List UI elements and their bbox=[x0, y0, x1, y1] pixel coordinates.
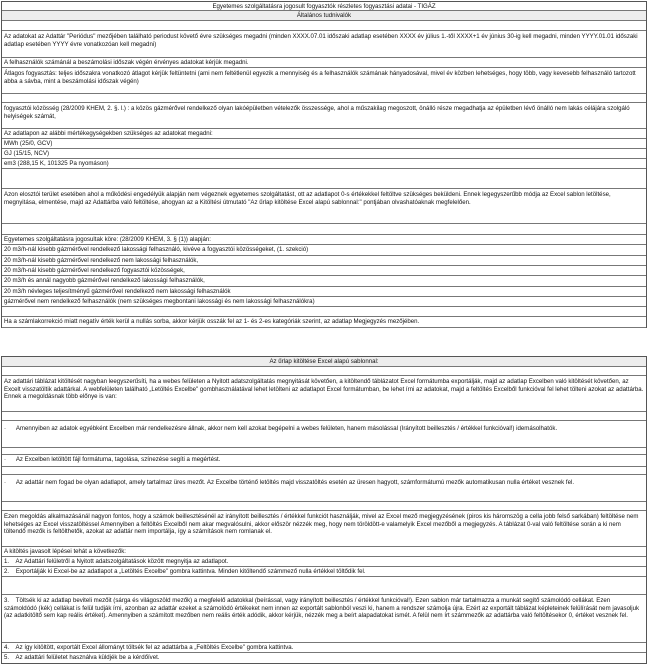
period-note: Az adatokat az Adattár "Periódus" mezőjében található periodust követő évre szükséges megadni (minden XXXX.07.01 időszaki adatlap esetében XXXX év július 1.-től XXXX+1 év június 30-ig kell megadni, minden YYYY.01.01 időszaki adatlap esetében YYYY évre vonatkozóan kell megadni) bbox=[2, 31, 646, 58]
section-subtitle: Általános tudnivalók bbox=[2, 11, 646, 21]
advantage-2: · Az Excelben letöltött fájl formátuma, tagolása, színezése segíti a megértést. bbox=[2, 455, 646, 467]
blank-row bbox=[2, 577, 646, 595]
paste-special-note: Ezen megoldás alkalmazásánál nagyon fontos, hogy a számok beillesztésénél az irányított beillesztés / értékkel funkciót használják, mivel az Excel mező megjegyzésének (piros kis háromszög a cella jobb felső sarkában) feltöltése nem lehetséges az Excel visszatöltéssel Amennyiben a feltöltés Excelből nem akar megvalósulni, akkor először nézzék meg, hogy nem töröldött-e valamelyik Excel mezőből a megjegyzés. A táblázat 0-val való feltöltése során a ki nem töltendő mezők is feltölthetők, azokat az adattár nem importálja, így a számítások nem romlanak el. bbox=[2, 511, 646, 547]
sheet-title: Egyetemes szolgáltatásra jogosult fogyasztók részletes fogyasztási adatai - TIGÁZ bbox=[2, 2, 646, 11]
step-1: 1. Az Adattári felületről a Nyitott adatszolgáltatások között megnyitja az adatlapot. bbox=[2, 557, 646, 567]
blank-row bbox=[2, 412, 646, 421]
blank-row bbox=[2, 21, 646, 31]
blank-row bbox=[2, 502, 646, 511]
consumer-community-note: fogyasztói közösség (28/2009 KHEM, 2. §. l.) : a közös gázmérővel rendelkező olyan lakóépületben vételezők összessége, ahol a műszakilag megoszott, önálló része megadhatja az épületben lévő önálló nem lakás célájára szolgáló helyiségek számát, bbox=[2, 103, 646, 129]
user-count-note: A felhasználók számánál a beszámolási időszak végén érvényes adatokat kérjük megadni. bbox=[2, 58, 646, 68]
step-2: 2. Exportálják ki Excel-be az adatlapot a „Letöltés Excelbe" gombra kattintva. Minden kitöltendő számmező nulla értékkel töltődik fel. bbox=[2, 567, 646, 577]
blank-row bbox=[2, 307, 646, 317]
excel-section-title: Az űrlap kitöltése Excel alapú sablonnal: bbox=[2, 357, 646, 367]
unit-gj: GJ (15/15, NCV) bbox=[2, 149, 646, 159]
blank-row bbox=[2, 367, 646, 376]
spreadsheet bbox=[1, 1, 647, 664]
eligible-heading: Egyetemes szolgáltatásra jogosultak köre: (28/2009 KHEM, 3. § (1)) alapján: bbox=[2, 235, 646, 245]
zero-values-note: Azon elosztói terület esetében ahol a működési engedélyük alapján nem végeznek egyetemes szolgáltatást, ott az adatlapot 0-s értékekkel feltöltve szükséges beküldeni. Ennek legegyszerűbb módja az Excel sablon letöltése, megnyitása, elmentése, majd az Adattárba való feltöltése, ahogyan az a Kitöltési útmutató "Az űrlap kitöltése Excel alapú sablonnal:" pontjában olvashatóaknak megfelelően. bbox=[2, 189, 646, 224]
step-5: 5. Az adattári felületet használva küldjék be a kérdőívet. bbox=[4, 654, 160, 661]
eligible-item-4: 20 m3/h és annál nagyobb gázmérővel rendelkező lakossági felhasználók, bbox=[2, 276, 646, 287]
negative-value-note: Ha a számlakorrekció miatt negatív érték kerül a nullás sorba, akkor kérjük osszák fel az 1- és 2-es kategóriák szerint, az adatlap Megjegyzés mezőjében. bbox=[2, 317, 646, 328]
blank-row bbox=[2, 448, 646, 455]
eligible-item-1: 20 m3/h-nál kisebb gázmérővel rendelkező lakossági felhasználó, kivéve a fogyasztói közösségeket, (1. szekció) bbox=[2, 245, 646, 256]
section-gap bbox=[1, 328, 647, 356]
eligible-item-3: 20 m3/h-nál kisebb gázmérővel rendelkező fogyasztói közösségek, bbox=[2, 266, 646, 276]
step-3: 3. Töltsék ki az adatlap beviteli mezőit (sárga és világoszöld mezők) a megfelelő adatokkal (beírással, vagy irányított beillesztés / értékkel funkcióval!). Ezen sablon már tartalmazza a munkát segítő számolódó cellákat. Ezen számoldódó (kék) cellákat is felül tudják írni, azonban az adattár ezeket a számolódó értékeket nem innen az exportált sablonból veszi ki, hanem a rendszer számolja újra. Ezért az exportált táblázat képleteinek felülírását nem javasoljuk (az adatkitöltő sem kap reális értéket). Amennyiben a számított mezőben nem reális érték adódik, akkor kérjük, nézzék meg a beírt alapadatokat ismét. A felül nem írt számmezők az adattárba való feltöltésekor 0, értéket vesznek fel. bbox=[2, 595, 646, 643]
eligible-item-6: gázmérővel nem rendelkező felhasználók (nem szükséges megbontani lakossági és nem lakossági felhasználókra) bbox=[2, 297, 646, 307]
advantage-3: · Az adattár nem fogad be olyan adatlapot, amely tartalmaz üres mezőt. Az Excelbe történő letöltés majd visszatöltés esetén az üresen hagyott, számformátumú mezők automatikusan nulla értéket vesznek fel. bbox=[2, 475, 646, 502]
unit-em3: em3 (288,15 K, 101325 Pa nyomáson) bbox=[2, 159, 646, 169]
section-general-info bbox=[1, 1, 647, 328]
blank-row bbox=[2, 169, 646, 189]
units-heading: Az adatlapon az alábbi mértékegységekben szükséges az adatokat megadni: bbox=[2, 129, 646, 139]
eligible-item-2: 20 m3/h-nál kisebb gázmérővel rendelkező nem lakossági felhasználók, bbox=[2, 256, 646, 266]
eligible-item-5: 20 m3/h névleges teljesítményű gázmérővel rendelkező nem lakossági felhasználók bbox=[2, 287, 646, 297]
blank-row bbox=[2, 94, 646, 103]
average-consumption-note: Átlagos fogyasztás: teljes időszakra vonatkozó átlagot kérjük feltüntetni (ami nem feltétlenül egyezik a mennyiség és a felhasználók számának hányadosával, mivel év közben lehetséges, hogy több, vagy kevesebb felhasználó tartozott abba a sávba, mint a beszámolási időszak végén) bbox=[2, 68, 646, 94]
steps-heading: A kitöltés javasolt lépései tehát a következők: bbox=[2, 547, 646, 557]
advantage-1: · Amennyiben az adatok egyébként Excelben már rendelkezésre állnak, akkor nem kell azokat begépelni a webes felületen, hanem másolással (Irányított beillesztés / értékkel funkcióval!) idemásolhatók. bbox=[2, 421, 646, 448]
step-4: 4. Az így kitöltött, exportált Excel állományt töltsék fel az adattárba a „Feltöltés Excelbe" gombra kattintva. bbox=[2, 643, 646, 653]
excel-intro: Az adattári táblázat kitöltését nagyban leegyszerűsíti, ha a webes felületen a Nyitott adatszolgáltatás megnyitását követően, a kitöltendő táblázatot Excel formátumba exportálják, majd az adatlap Excelben való kitöltését követően, az Excelt visszatöltik adattárkal. A webfelületen található „Letöltés Excelbe" gombhasználatával lehet letölteni az adatlapot Excel formátumban, be lehet írni az adatokat, majd a feltöltés Excelből funkcióval fel lehet tölteni azokat az adattárba. Ennek a megoldásnak több előnye is van: bbox=[2, 376, 646, 412]
blank-row bbox=[2, 467, 646, 475]
unit-mwh: MWh (25/0, GCV) bbox=[2, 139, 646, 149]
blank-row bbox=[2, 224, 646, 235]
section-excel-template bbox=[1, 356, 647, 664]
